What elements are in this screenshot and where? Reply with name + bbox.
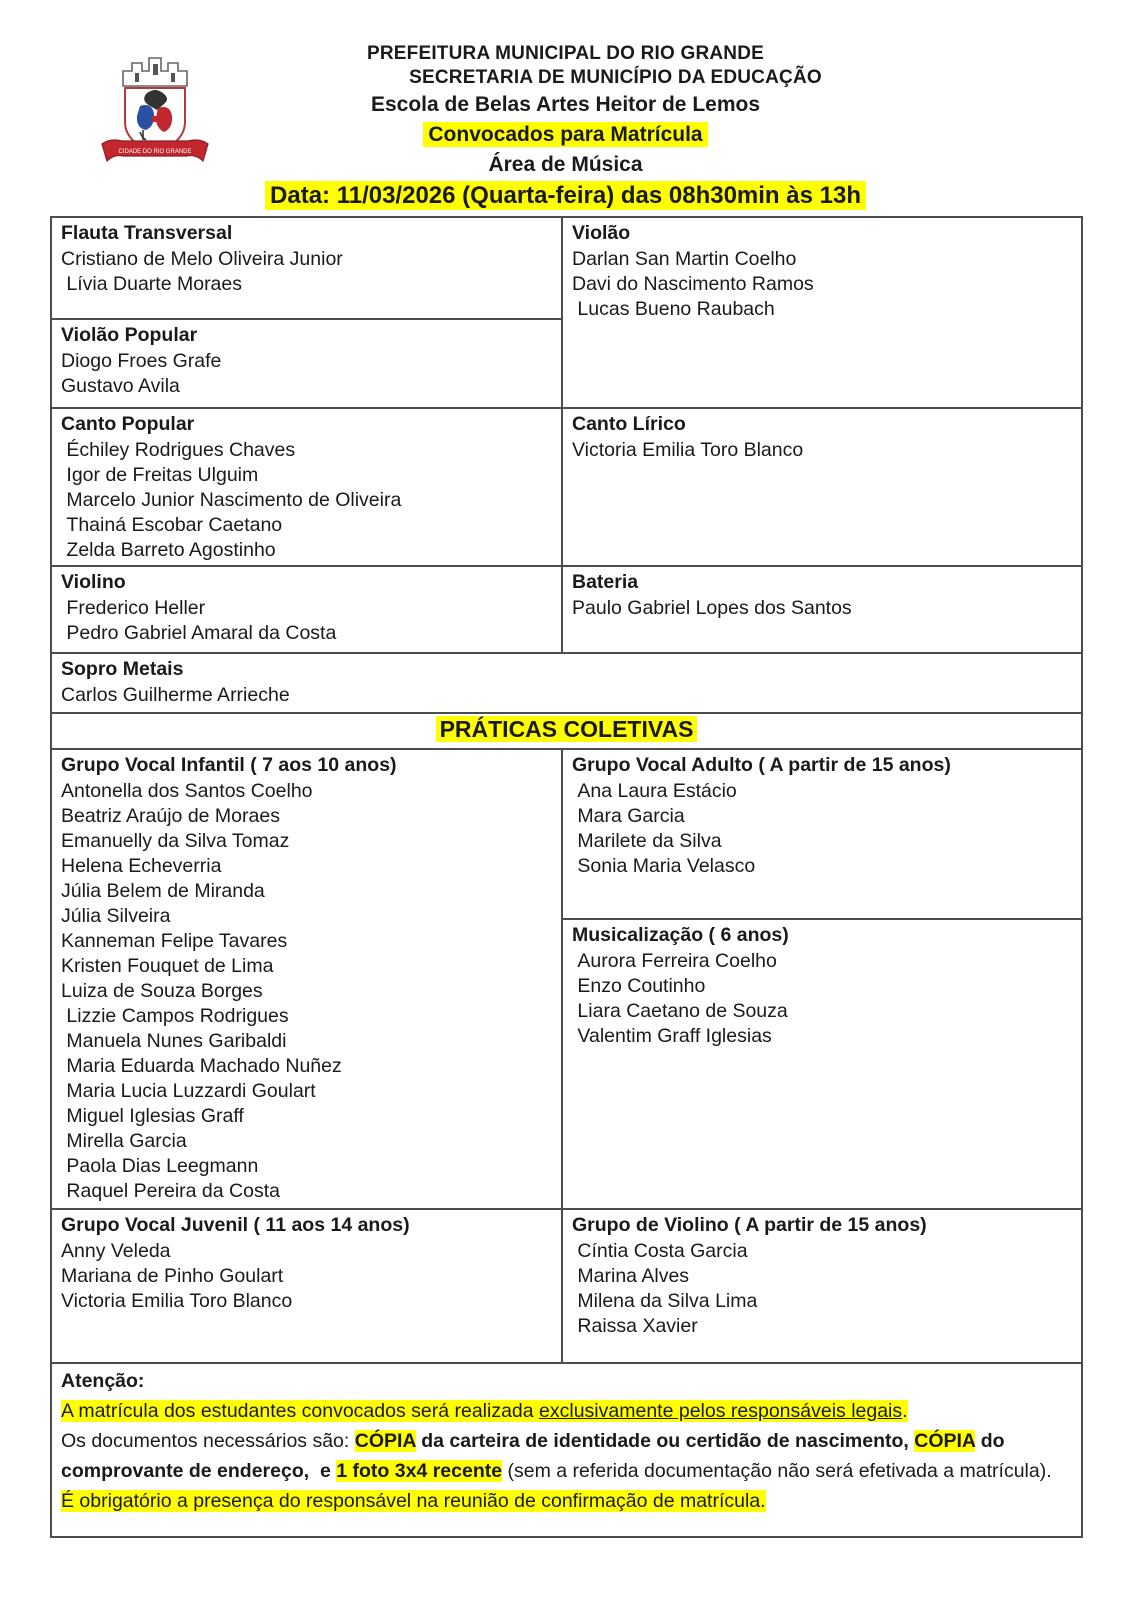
student-name: Kristen Fouquet de Lima	[61, 955, 274, 977]
section-title: Violão	[572, 222, 631, 244]
student-name: Marilete da Silva	[572, 830, 722, 852]
student-name: Paola Dias Leegmann	[61, 1155, 259, 1177]
student-name: Milena da Silva Lima	[572, 1290, 758, 1312]
student-name: Enzo Coutinho	[572, 975, 706, 997]
student-name: Maria Eduarda Machado Nuñez	[61, 1055, 342, 1077]
student-name: Júlia Belem de Miranda	[61, 880, 265, 902]
attention-copy-1: CÓPIA	[354, 1430, 416, 1452]
cell-canto-popular	[51, 408, 562, 566]
student-name: Raquel Pereira da Costa	[61, 1180, 280, 1202]
attention-line-2-tail: (sem a referida documentação não será efetivada a matrícula).	[502, 1460, 1052, 1482]
student-name: Sonia Maria Velasco	[572, 855, 756, 877]
school-name: Escola de Belas Artes Heitor de Lemos	[370, 93, 761, 116]
student-name: Emanuelly da Silva Tomaz	[61, 830, 290, 852]
student-name: Davi do Nascimento Ramos	[572, 273, 814, 295]
attention-line-2-intro: Os documentos necessários são:	[61, 1430, 355, 1452]
student-name: Zelda Barreto Agostinho	[61, 539, 276, 561]
student-name: Cristiano de Melo Oliveira Junior	[61, 248, 343, 270]
collective-practices-title: PRÁTICAS COLETIVAS	[436, 716, 698, 742]
section-title: Sopro Metais	[61, 658, 184, 680]
attention-line-3-highlight: É obrigatório a presença do responsável na reunião de confirmação de matrícula.	[61, 1490, 766, 1512]
section-title: Bateria	[572, 571, 639, 593]
section-title: Grupo Vocal Juvenil ( 11 aos 14 anos)	[61, 1214, 410, 1236]
area-title: Área de Música	[488, 153, 643, 176]
student-list	[572, 949, 1072, 1049]
student-name: Júlia Silveira	[61, 905, 171, 927]
student-name: Frederico Heller	[61, 597, 206, 619]
enrollment-table	[50, 216, 1083, 1538]
attention-cell	[51, 1363, 1082, 1537]
student-name: Lucas Bueno Raubach	[572, 298, 775, 320]
student-name: Manuela Nunes Garibaldi	[61, 1030, 287, 1052]
section-title: Flauta Transversal	[61, 222, 233, 244]
student-name: Marina Alves	[572, 1265, 690, 1287]
student-list	[61, 349, 552, 399]
student-name: Diogo Froes Grafe	[61, 350, 222, 372]
section-title: Canto Lírico	[572, 413, 686, 435]
student-list	[61, 247, 552, 297]
city-coat-of-arms-logo	[94, 44, 216, 178]
cell-flauta-transversal	[51, 217, 562, 319]
student-name: Marcelo Junior Nascimento de Oliveira	[61, 489, 402, 511]
student-list	[572, 438, 1072, 463]
student-list	[572, 1239, 1072, 1339]
student-name: Igor de Freitas Ulguim	[61, 464, 259, 486]
student-list	[61, 683, 1072, 708]
student-name: Lívia Duarte Moraes	[61, 273, 242, 295]
student-name: Ana Laura Estácio	[572, 780, 737, 802]
student-name: Victoria Emilia Toro Blanco	[61, 1290, 293, 1312]
student-name: Kanneman Felipe Tavares	[61, 930, 288, 952]
cell-grupo-vocal-juvenil	[51, 1209, 562, 1363]
student-list	[572, 247, 1072, 322]
date-line	[0, 179, 1131, 212]
call-title-highlight: Convocados para Matrícula	[423, 122, 707, 147]
cell-grupo-vocal-infantil	[51, 749, 562, 1209]
cell-violao	[562, 217, 1082, 408]
student-name: Darlan San Martin Coelho	[572, 248, 797, 270]
student-list	[61, 596, 552, 646]
student-name: Carlos Guilherme Arrieche	[61, 684, 290, 706]
attention-line-1	[61, 1396, 1072, 1426]
cell-violino	[51, 566, 562, 653]
student-name: Victoria Emilia Toro Blanco	[572, 439, 804, 461]
student-name: Thainá Escobar Caetano	[61, 514, 283, 536]
header-line-1: PREFEITURA MUNICIPAL DO RIO GRANDE	[366, 43, 764, 64]
student-name: Lizzie Campos Rodrigues	[61, 1005, 289, 1027]
section-title: Grupo Vocal Infantil ( 7 aos 10 anos)	[61, 754, 397, 776]
attention-line-1-period: .	[902, 1400, 908, 1422]
cell-violao-popular	[51, 319, 562, 408]
student-name: Beatriz Araújo de Moraes	[61, 805, 280, 827]
collective-practices-header	[51, 713, 1082, 749]
student-name: Liara Caetano de Souza	[572, 1000, 788, 1022]
student-name: Luiza de Souza Borges	[61, 980, 263, 1002]
student-name: Paulo Gabriel Lopes dos Santos	[572, 597, 852, 619]
attention-line-2	[61, 1426, 1072, 1486]
section-title: Violino	[61, 571, 126, 593]
student-name: Aurora Ferreira Coelho	[572, 950, 777, 972]
cell-bateria	[562, 566, 1082, 653]
student-name: Pedro Gabriel Amaral da Costa	[61, 622, 337, 644]
student-list	[61, 779, 552, 1204]
ribbon-icon	[102, 140, 208, 161]
section-title: Canto Popular	[61, 413, 195, 435]
student-name: Cíntia Costa Garcia	[572, 1240, 748, 1262]
attention-line-1-highlight: A matrícula dos estudantes convocados será realizada	[61, 1400, 540, 1422]
cell-musicalizacao	[562, 919, 1082, 1209]
student-name: Gustavo Avila	[61, 375, 180, 397]
header-line-2: SECRETARIA DE MUNICÍPIO DA EDUCAÇÃO	[409, 67, 822, 88]
student-name: Raissa Xavier	[572, 1315, 698, 1337]
student-list	[61, 438, 552, 563]
cell-sopro-metais	[51, 653, 1082, 713]
attention-title: Atenção:	[61, 1370, 145, 1392]
date-line-highlight: Data: 11/03/2026 (Quarta-feira) das 08h30min às 13h	[265, 181, 866, 210]
student-name: Mara Garcia	[572, 805, 685, 827]
attention-photo-highlight: 1 foto 3x4 recente	[336, 1460, 503, 1482]
attention-copy-2: CÓPIA	[914, 1430, 976, 1452]
student-name: Mariana de Pinho Goulart	[61, 1265, 284, 1287]
student-list	[572, 779, 1072, 879]
cell-grupo-de-violino	[562, 1209, 1082, 1363]
attention-line-2-bold-1: da carteira de identidade ou certidão de nascimento,	[415, 1430, 915, 1452]
cell-canto-lirico	[562, 408, 1082, 566]
attention-line-3	[61, 1486, 1072, 1516]
student-name: Échiley Rodrigues Chaves	[61, 439, 296, 461]
student-name: Mirella Garcia	[61, 1130, 187, 1152]
section-title: Grupo de Violino ( A partir de 15 anos)	[572, 1214, 927, 1236]
attention-line-1-underlined: exclusivamente pelos responsáveis legais	[539, 1400, 903, 1422]
student-name: Maria Lucia Luzzardi Goulart	[61, 1080, 316, 1102]
student-name: Antonella dos Santos Coelho	[61, 780, 313, 802]
ribbon-text: CIDADE DO RIO GRANDE	[118, 149, 192, 155]
cell-grupo-vocal-adulto	[562, 749, 1082, 919]
section-title: Musicalização ( 6 anos)	[572, 924, 789, 946]
student-name: Valentim Graff Iglesias	[572, 1025, 772, 1047]
student-name: Helena Echeverria	[61, 855, 222, 877]
section-title: Grupo Vocal Adulto ( A partir de 15 anos)	[572, 754, 951, 776]
student-list	[572, 596, 1072, 621]
student-list	[61, 1239, 552, 1314]
section-title: Violão Popular	[61, 324, 198, 346]
student-name: Anny Veleda	[61, 1240, 171, 1262]
attention-line-2-bold-2: do comprovante de endereço, e	[61, 1430, 1010, 1482]
student-name: Miguel Iglesias Graff	[61, 1105, 244, 1127]
